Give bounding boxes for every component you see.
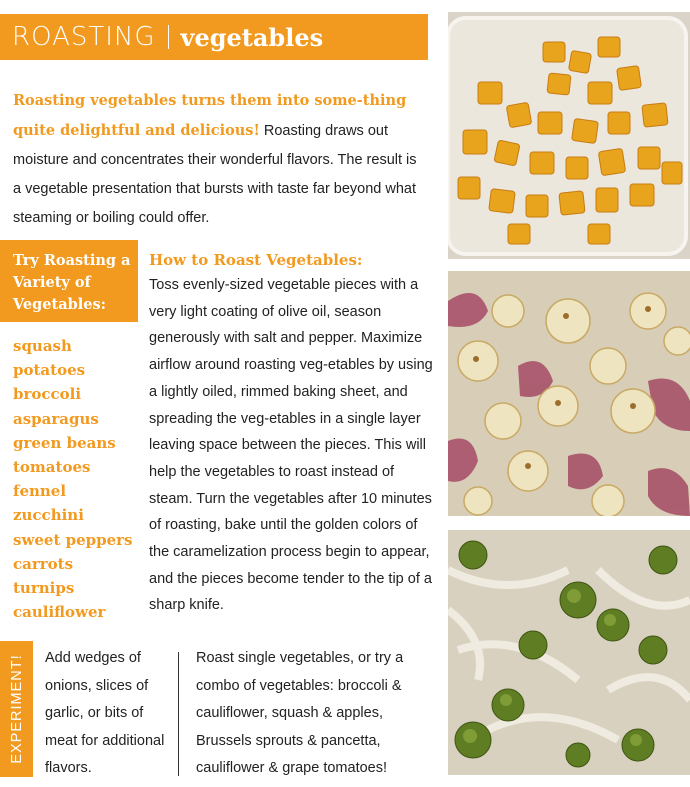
intro-text: Roasting draws out moisture and concentrates their wonderful flavors. The result is a vegetable presentation that bursts with taste far beyond what steaming or boiling could offer. xyxy=(13,123,417,226)
experiment-tab xyxy=(0,641,33,777)
list-item: cauliflower xyxy=(13,603,106,622)
intro-paragraph xyxy=(13,86,428,233)
page-title: ROASTING xyxy=(12,22,156,52)
list-item: potatoes xyxy=(13,361,86,380)
intro-lead: Roasting vegetables turns them into some-thing quite delightful and delicious! xyxy=(13,92,407,139)
list-item: sweet peppers xyxy=(13,530,133,549)
experiment-divider xyxy=(178,652,179,776)
list-item: green beans xyxy=(13,433,116,452)
title-divider xyxy=(168,25,169,49)
try-roasting-title: Try Roasting a Variety of Vegetables: xyxy=(13,252,131,313)
experiment-tip-right: Roast single vegetables, or try a combo of vegetables: broccoli & cauliflower, squash & apples, Brussels sprouts & pancetta, cauliflower & grape tomatoes! xyxy=(196,650,404,776)
roasted-cauliflower-photo xyxy=(448,271,690,516)
list-item: fennel xyxy=(13,482,67,501)
list-item: asparagus xyxy=(13,409,99,428)
vegetable-list xyxy=(13,334,133,624)
experiment-label: EXPERIMENT! xyxy=(8,654,25,764)
experiment-tip-left: Add wedges of onions, slices of garlic, or bits of meat for additional flavors. xyxy=(45,650,165,776)
roasted-broccoli-photo xyxy=(448,530,690,775)
page-subtitle: vegetables xyxy=(180,22,324,52)
title-banner xyxy=(0,14,428,60)
list-item: turnips xyxy=(13,579,75,598)
list-item: tomatoes xyxy=(13,458,91,477)
list-item: zucchini xyxy=(13,506,84,525)
list-item: carrots xyxy=(13,554,74,573)
how-to-body: Toss evenly-sized vegetable pieces with a very light coating of olive oil, season generously with salt and pepper. Maximize airflow around roasting veg-etables by using a lightly oiled, rimmed baking sheet, and spreading the veg-etables in a single layer leaving space between the pieces. This will help the vegetables to roast instead of steam. Turn the vegetables after 10 minutes of roasting, bake until the golden colors of the caramelization process begin to appear, and the pieces become tender to the tip of a sharp knife. xyxy=(149,277,433,614)
list-item: broccoli xyxy=(13,385,82,404)
list-item: squash xyxy=(13,337,72,355)
try-roasting-box xyxy=(0,240,138,322)
how-to-title: How to Roast Vegetables: xyxy=(149,251,363,269)
roasted-squash-photo xyxy=(448,12,690,259)
